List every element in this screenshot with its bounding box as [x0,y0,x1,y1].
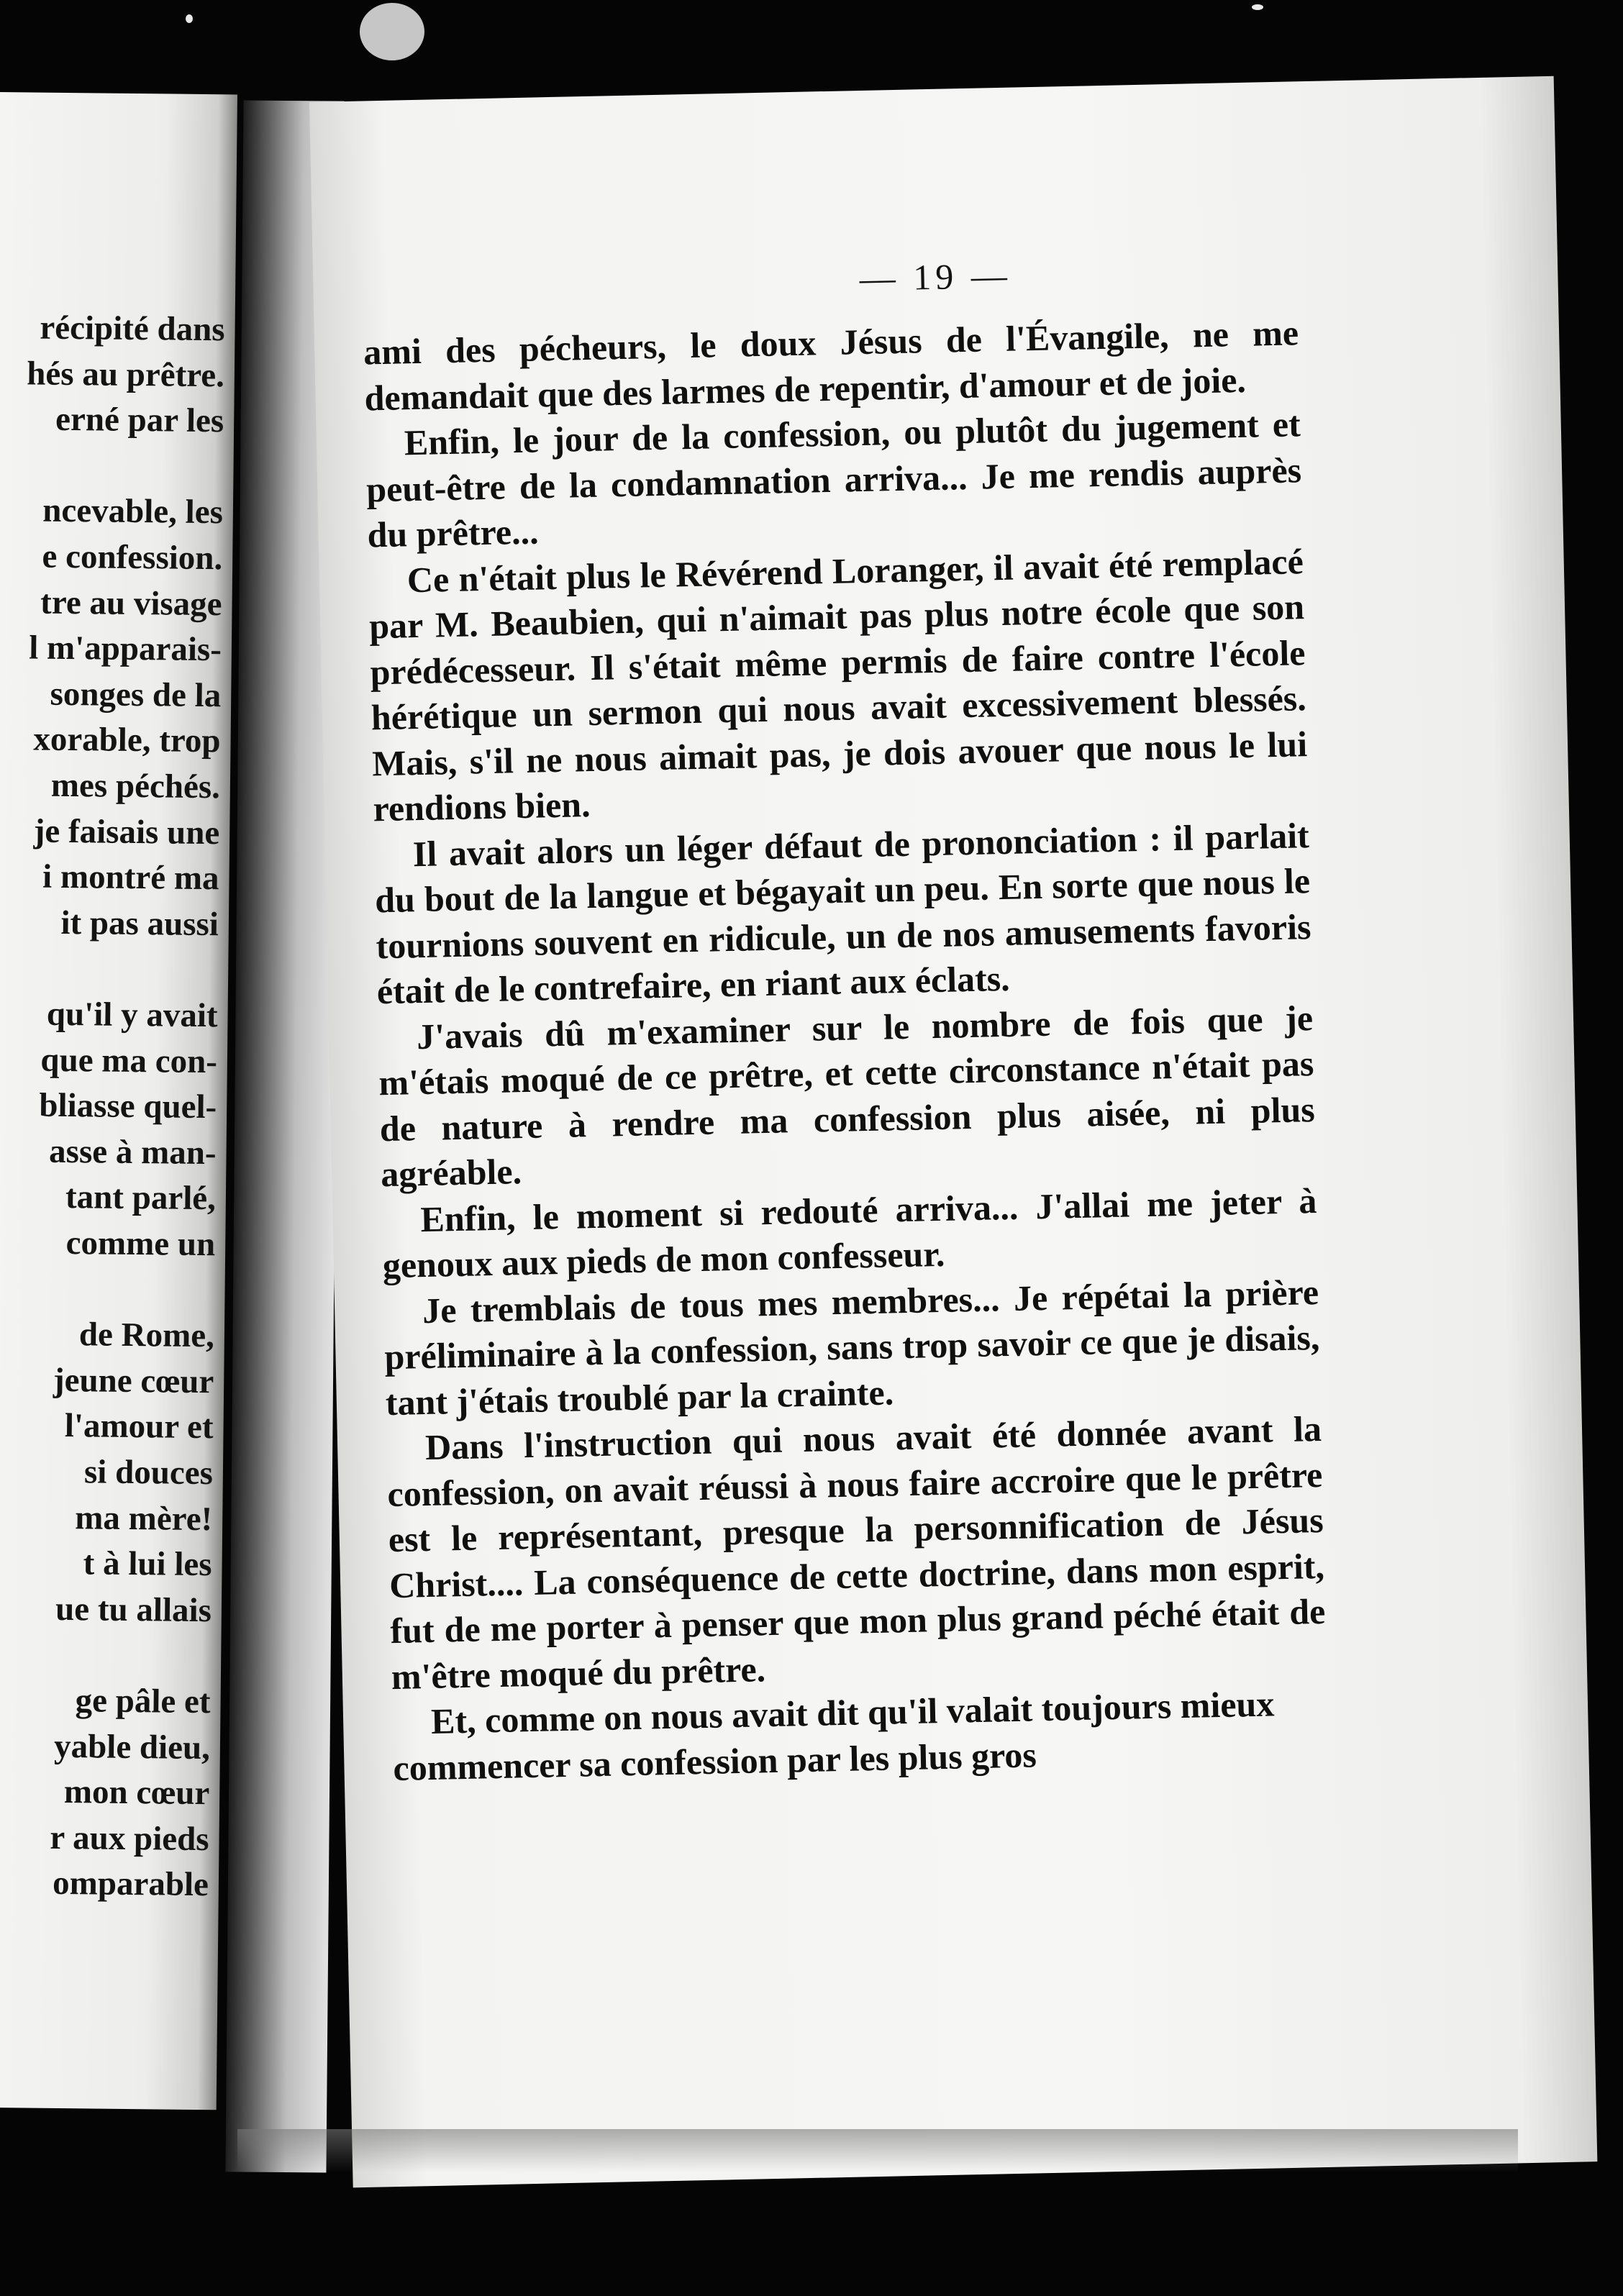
previous-page-line: it pas aussi [60,903,219,944]
previous-page-line: t à lui les [83,1544,212,1584]
paragraph: Enfin, le moment si redouté arriva... J'allai me jeter à genoux aux pieds de mon confesseur. [382,1180,1317,1286]
paragraph: ami des pécheurs, le doux Jésus de l'Évangile, ne me demandait que des larmes de repentir, d'amour et de joie. [363,312,1299,418]
previous-page-line: je faisais une [33,812,220,852]
previous-page-line: ma mère! [75,1498,213,1538]
previous-page-line: que ma con- [40,1041,218,1080]
paragraph: Dans l'instruction qui nous avait été donnée avant la confession, on avait réussi à nous faire accroire que le prêtre est le représentant, presque la personnification de Jésus Christ.... La conséquence de cette doctrine, dans mon esprit, fut de me porter à penser que mon plus grand péché était de m'être moqué du prêtre. [386,1408,1326,1697]
previous-page-line: mon cœur [63,1773,210,1813]
previous-page-line: ge pâle et [75,1682,211,1721]
previous-page-line: qu'il y avait [46,995,218,1035]
previous-page-line: ncevable, les [42,492,224,532]
previous-page-line: omparable [52,1864,209,1904]
previous-page-line: comme un [65,1224,216,1264]
previous-page-line: l m'apparais- [28,629,222,669]
paragraph: Et, comme on nous avait dit qu'il valait toujours mieux commencer sa confession par les plus gros [392,1683,1275,1788]
previous-page-line: e confession. [42,537,223,578]
previous-page-line: tant parlé, [65,1178,217,1218]
page-bottom-shadow [237,2129,1518,2172]
previous-page-line: yable dieu, [53,1727,211,1767]
scan-speck [186,14,193,23]
paragraph: Il avait alors un léger défaut de prononciation : il parlait du bout de la langue et bégayait un peu. En sorte que nous le tournions souvent en ridicule, un de nos amusements favoris était de le contrefaire, en riant aux éclats. [374,814,1311,1012]
previous-page-line: erné par les [55,401,224,440]
previous-page-line: ue tu allais [55,1590,212,1629]
previous-page-line: r aux pieds [50,1818,209,1858]
paragraph: J'avais dû m'examiner sur le nombre de fois que je m'étais moqué de ce prêtre, et cette circonstance n'était pas de nature à rendre ma confession plus aisée, ni plus agréable. [378,997,1316,1195]
scan-speck [360,3,424,60]
page-number: — 19 — [859,255,1012,299]
previous-page-line: mes péchés. [50,766,221,806]
previous-page-line: jeune cœur [53,1361,214,1401]
previous-page-line: bliasse quel- [39,1086,217,1126]
previous-page-line: tre au visage [40,583,222,623]
previous-page-line: récipité dans [40,309,225,349]
previous-page-line: de Rome, [78,1316,215,1355]
previous-page-line: songes de la [50,675,222,715]
scan-speck [1252,4,1263,10]
previous-page-line: asse à man- [48,1132,217,1172]
previous-page-text [0,92,237,1904]
previous-page-line: hés au prêtre. [27,355,225,394]
paragraph: Ce n'était plus le Révérend Loranger, il avait été remplacé par M. Beaubien, qui n'aimait pas plus notre école que son prédécesseur. Il s'était même permis de faire contre l'école hérétique un sermon qui nous avait excessivement blessés. Mais, s'il ne nous aimait pas, je dois avouer que nous le lui rendions bien. [368,540,1308,829]
book-page [309,76,1597,2188]
page-body-text [363,310,1329,1791]
previous-page-line: l'amour et [64,1407,214,1447]
paragraph: Je tremblais de tous mes membres... Je répétai la prière préliminaire à la confession, sans trop savoir ce que je disais, tant j'étais troublé par la crainte. [383,1271,1320,1423]
previous-page-line: xorable, trop [33,720,221,760]
previous-page-line: i montré ma [42,857,219,898]
previous-page-line: si douces [83,1453,214,1493]
previous-page-edge [0,92,237,2110]
paragraph: Enfin, le jour de la confession, ou plutôt du jugement et peut-être de la condamnation arriva... Je me rendis auprès du prêtre... [365,404,1302,555]
